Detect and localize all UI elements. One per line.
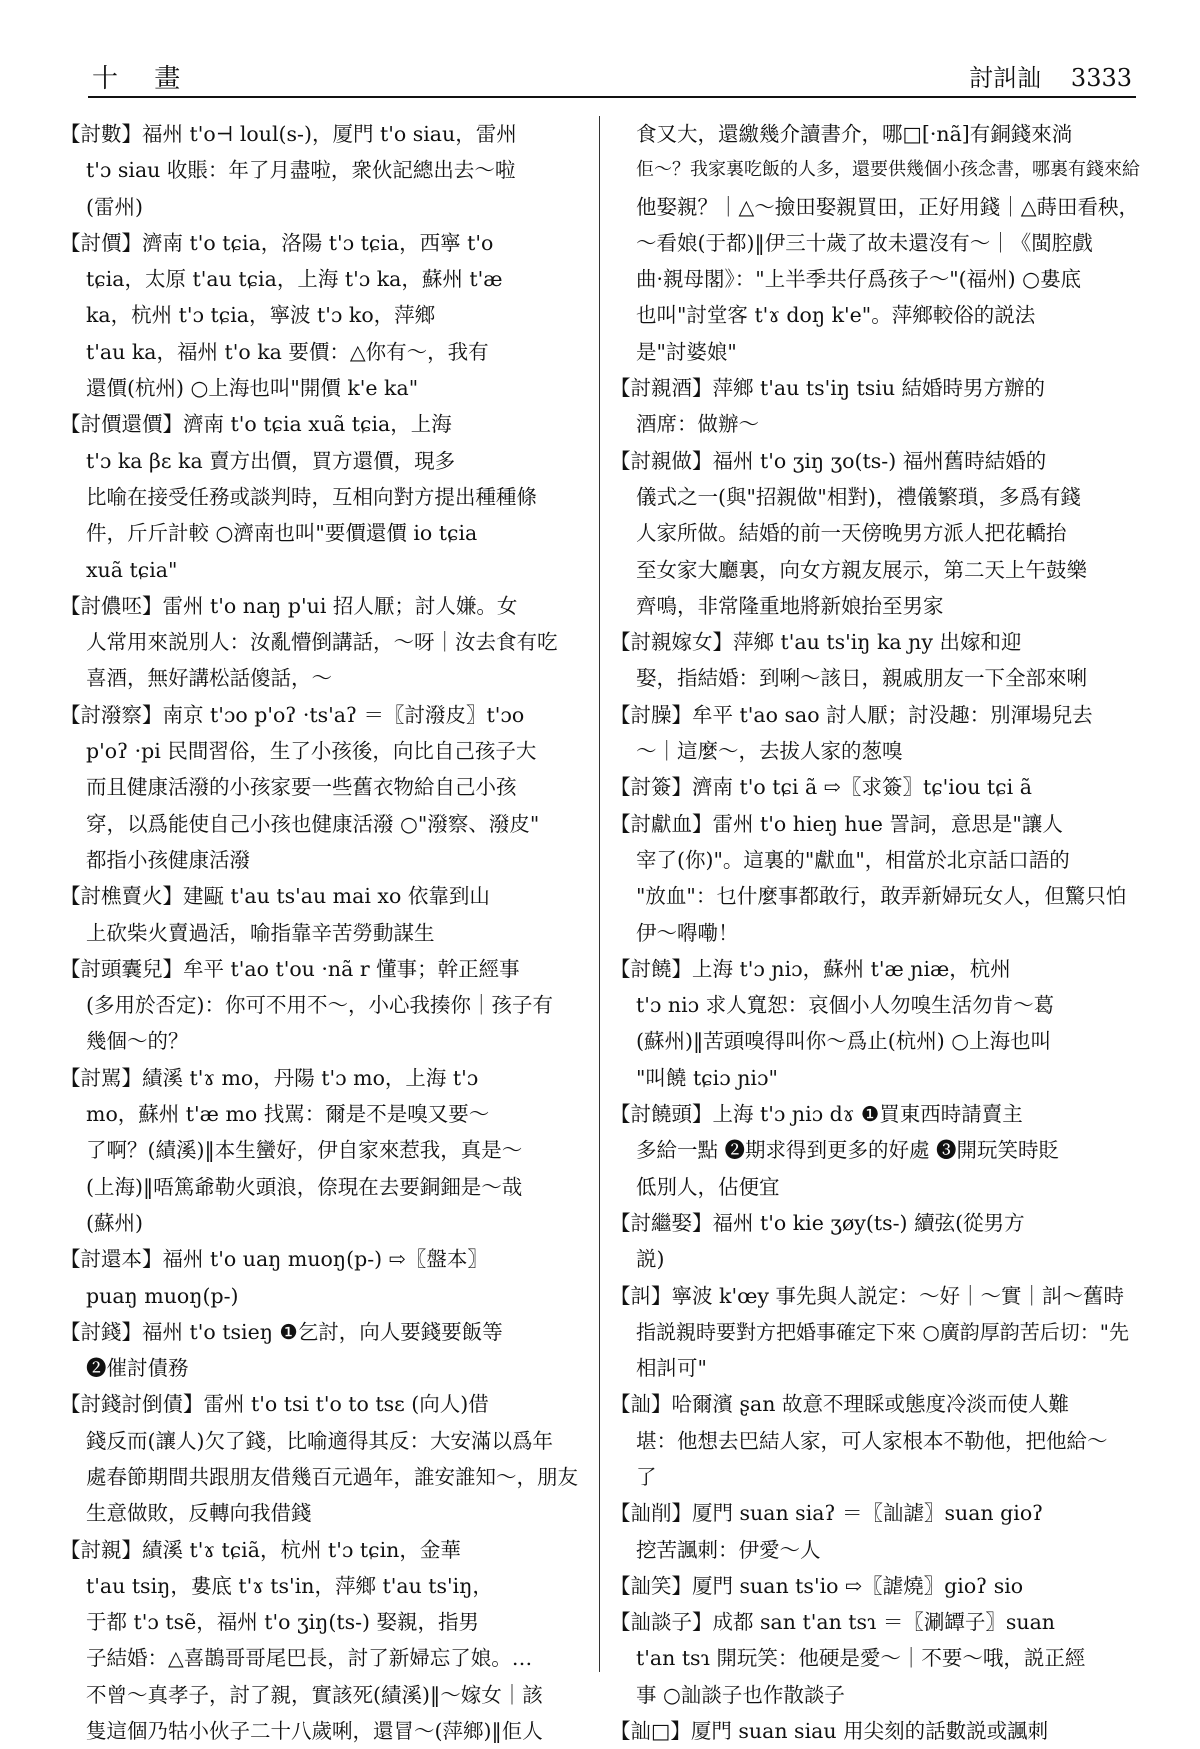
entry-line: 事 ○訕談子也作散談子 bbox=[636, 1682, 845, 1707]
entry-headword-line: 【訕□】厦門 suan siau 用尖刻的話數説或諷刺 bbox=[610, 1719, 1049, 1744]
entry-line: 了 bbox=[636, 1464, 657, 1489]
entry-headword-line: 【討潑察】南京 t'ɔo p'oʔ ·ts'aʔ ＝〖討潑皮〗t'ɔo bbox=[60, 702, 525, 727]
entry-line: 處春節期間共跟朋友借幾百元過年，誰安誰知～，朋友 bbox=[86, 1464, 578, 1489]
entry-line: t'au ka，福州 t'o ka 要價：△你有～，我有 bbox=[86, 339, 489, 364]
entry-headword-line: 【訆】寧波 k'œy 事先與人説定：～好｜～實｜訆～舊時 bbox=[610, 1283, 1124, 1308]
entry-line: 子結婚：△喜鵲哥哥尾巴長，討了新婦忘了娘。… bbox=[86, 1646, 533, 1671]
entry-line: 人常用來説別人：汝亂懵倒講話，～呀｜汝去食有吃 bbox=[86, 630, 558, 655]
entry-line: 指説親時要對方把婚事確定下來 ○廣韵厚韵苦后切："先 bbox=[636, 1319, 1130, 1344]
entry-headword-line: 【討親酒】萍鄉 t'au ts'iŋ tsiu 結婚時男方辦的 bbox=[610, 376, 1046, 401]
entry-line: 人家所做。結婚的前一天傍晚男方派人把花轎抬 bbox=[636, 521, 1067, 546]
entry-line: (蘇州)‖苦頭嗅得叫你～爲止(杭州) ○上海也叫 bbox=[636, 1029, 1052, 1054]
page-number: 3333 bbox=[1070, 64, 1132, 92]
entry-line: 酒席：做辦～ bbox=[636, 412, 759, 437]
entry-line: 生意做敗，反轉向我借錢 bbox=[86, 1501, 312, 1526]
entry-line: "放血"：乜什麼事都敢行，敢弄新婦玩女人，但驚只怕 bbox=[636, 884, 1127, 909]
entry-line: 錢反而(讓人)欠了錢，比喻適得其反：大安滿以爲年 bbox=[86, 1428, 553, 1453]
entry-line: 曲·親母閣》："上半季共仔爲孩子～"(福州) ○婁底 bbox=[636, 267, 1082, 292]
running-header bbox=[969, 58, 1132, 93]
entry-line: 宰了(你)"。這裏的"獻血"，相當於北京話口語的 bbox=[636, 847, 1070, 872]
entry-line: xuã tɕia" bbox=[86, 557, 178, 582]
entry-line: 比喻在接受任務或談判時，互相向對方提出種種條 bbox=[86, 484, 537, 509]
entry-line: 上砍柴火賣過活，喻指靠辛苦勞動謀生 bbox=[86, 920, 435, 945]
entry-line: 喜酒，無好講松話傻話，～ bbox=[86, 666, 332, 691]
page-header bbox=[88, 52, 1136, 96]
entry-line: 幾個～的？ bbox=[86, 1029, 189, 1054]
header-rule bbox=[88, 96, 1136, 98]
entry-headword-line: 【討數】福州 t'o⊣ loul(s-)，厦門 t'o siau，雷州 bbox=[60, 122, 517, 146]
entry-line: 儀式之一(與"招親做"相對)，禮儀繁瑣，多爲有錢 bbox=[636, 484, 1081, 509]
entry-line: puaŋ muoŋ(p-) bbox=[86, 1283, 239, 1308]
entry-line: 了啊？(績溪)‖本生蠻好，伊自家來惹我，真是～ bbox=[86, 1138, 523, 1163]
entry-line: 佢～？我家裏吃飯的人多，還要供幾個小孩念書，哪裏有錢來給 bbox=[636, 159, 1140, 181]
entry-line: 于都 t'ɔ tsẽ，福州 t'o ʒiŋ(ts-) 娶親，指男 bbox=[86, 1610, 480, 1635]
entry-line: 隻這個乃牯小伙子二十八歲唎，還冒～(萍鄉)‖佢人 bbox=[86, 1719, 543, 1744]
entry-line: (上海)‖唔篤爺勒火頭浪，倷現在去要銅鈿是～哉 bbox=[86, 1174, 523, 1199]
entry-line: t'an tsɿ 開玩笑：他硬是愛～｜不要～哦，説正經 bbox=[636, 1646, 1086, 1671]
entry-headword-line: 【討親嫁女】萍鄉 t'au ts'iŋ ka ɲy 出嫁和迎 bbox=[610, 630, 1022, 655]
entry-line: 説) bbox=[636, 1247, 665, 1272]
entry-line: 低別人，佔便宜 bbox=[636, 1174, 780, 1199]
entry-line: 件，斤斤計較 ○濟南也叫"要價還價 io tɕia bbox=[86, 521, 478, 546]
entry-headword-line: 【討還本】福州 t'o uaŋ muoŋ(p-) ⇨〖盤本〗 bbox=[60, 1247, 488, 1272]
right-column bbox=[610, 116, 1140, 1744]
entry-line: ❷催討債務 bbox=[86, 1356, 189, 1381]
entry-headword-line: 【討錢】福州 t'o tsieŋ ❶乞討，向人要錢要飯等 bbox=[60, 1319, 503, 1344]
entry-line: 不曾～真孝子，討了親，實該死(績溪)‖～嫁女｜該 bbox=[86, 1682, 543, 1707]
entry-line: 挖苦諷刺：伊愛～人 bbox=[636, 1537, 821, 1562]
entry-headword-line: 【討繼娶】福州 t'o kie ʒøy(ts-) 續弦(從男方 bbox=[610, 1210, 1025, 1235]
entry-line: 相訆可" bbox=[636, 1356, 707, 1381]
entry-headword-line: 【討儂呸】雷州 t'o naŋ p'ui 招人厭；討人嫌。女 bbox=[60, 593, 518, 618]
entry-line: tɕia，太原 t'au tɕia，上海 t'ɔ ka，蘇州 t'æ bbox=[86, 267, 503, 292]
column-divider bbox=[599, 116, 600, 1672]
entry-line: (蘇州) bbox=[86, 1210, 143, 1235]
entry-line: (多用於否定)：你可不用不～，小心我揍你｜孩子有 bbox=[86, 993, 553, 1018]
section-title: 十 畫 bbox=[92, 64, 195, 94]
entry-line: t'ɔ ka βɛ ka 賣方出價，買方還價，現多 bbox=[86, 448, 456, 473]
entry-headword-line: 【討駡】績溪 t'ɤ mo，丹陽 t'ɔ mo，上海 t'ɔ bbox=[60, 1065, 479, 1090]
entry-headword-line: 【訕】哈爾濱 ʂan 故意不理睬或態度冷淡而使人難 bbox=[610, 1392, 1069, 1417]
entry-line: 至女家大廳裏，向女方親友展示，第二天上午鼓樂 bbox=[636, 557, 1087, 582]
entry-line: 齊鳴，非常隆重地將新娘抬至男家 bbox=[636, 593, 944, 618]
entry-line: ～看娘(于都)‖伊三十歲了故未還沒有～｜《閩腔戲 bbox=[636, 230, 1093, 255]
entry-line: 是"討婆娘" bbox=[636, 339, 737, 364]
entry-headword-line: 【討頭囊兒】牟平 t'ao t'ou ·nã r 懂事；幹正經事 bbox=[60, 956, 520, 981]
left-column bbox=[60, 116, 590, 1744]
entry-line: mo，蘇州 t'æ mo 找駡：爾是不是嗅又要～ bbox=[86, 1102, 490, 1127]
entry-headword-line: 【討饒】上海 t'ɔ ɲiɔ，蘇州 t'æ ɲiæ，杭州 bbox=[610, 956, 1011, 981]
entry-line: 食又大，還繳幾介讀書介，哪□[·nã]有銅錢來淌 bbox=[636, 122, 1073, 146]
entry-headword-line: 【討價】濟南 t'o tɕia，洛陽 t'ɔ tɕia，西寧 t'o bbox=[60, 230, 494, 255]
entry-headword-line: 【討簽】濟南 t'o tɕi ã ⇨〖求簽〗tɕ'iou tɕi ã bbox=[610, 775, 1032, 800]
entry-headword-line: 【討錢討倒債】雷州 t'o tsi t'o to tsɛ (向人)借 bbox=[60, 1392, 489, 1417]
entry-line: 都指小孩健康活潑 bbox=[86, 847, 250, 872]
entry-headword-line: 【討價還價】濟南 t'o tɕia xuã tɕia，上海 bbox=[60, 412, 452, 437]
entry-line: "叫饒 tɕiɔ ɲiɔ" bbox=[636, 1065, 778, 1090]
entry-headword-line: 【討獻血】雷州 t'o hieŋ hue 詈詞，意思是"讓人 bbox=[610, 811, 1063, 836]
entry-line: 多給一點 ❷期求得到更多的好處 ❸開玩笑時貶 bbox=[636, 1138, 1060, 1163]
entry-headword-line: 【討親】績溪 t'ɤ tɕiã，杭州 t'ɔ tɕin，金華 bbox=[60, 1537, 461, 1562]
entry-line: 娶，指結婚：到唎～該日，親戚朋友一下全部來唎 bbox=[636, 666, 1087, 691]
entry-line: 而且健康活潑的小孩家要一些舊衣物給自己小孩 bbox=[86, 775, 517, 800]
entry-line: 他娶親？｜△～撿田娶親買田，正好用錢｜△蒔田看秧， bbox=[636, 194, 1140, 219]
entry-line: t'ɔ siau 收賬：年了月盡啦，衆伙記總出去～啦 bbox=[86, 158, 516, 183]
entry-line: t'au tsiŋ，婁底 t'ɤ ts'in，萍鄉 t'au ts'iŋ， bbox=[86, 1573, 493, 1598]
entry-headword-line: 【討臊】牟平 t'ao sao 討人厭；討没趣：別渾場兒去 bbox=[610, 702, 1093, 727]
entry-line: 堪：他想去巴結人家，可人家根本不勒他，把他給～ bbox=[636, 1428, 1108, 1453]
entry-line: 也叫"討堂客 t'ɤ doŋ k'e"。萍鄉較俗的説法 bbox=[636, 303, 1036, 328]
entry-line: p'oʔ ·pi 民間習俗，生了小孩後，向比自己孩子大 bbox=[86, 739, 537, 764]
entry-headword-line: 【訕削】厦門 suan siaʔ ＝〖訕謔〗suan gioʔ bbox=[610, 1501, 1044, 1526]
entry-line: ka，杭州 t'ɔ tɕia，寧波 t'ɔ ko，萍鄉 bbox=[86, 303, 436, 328]
entry-headword-line: 【訕談子】成都 san t'an tsɿ ＝〖涮罈子〗suan bbox=[610, 1610, 1055, 1635]
entry-line: t'ɔ niɔ 求人寬恕：哀個小人勿嗅生活勿肯～葛 bbox=[636, 993, 1055, 1018]
entry-headword-line: 【討樵賣火】建甌 t'au ts'au mai xo 依靠到山 bbox=[60, 884, 490, 909]
entry-line: 還價(杭州) ○上海也叫"開價 k'e ka" bbox=[86, 376, 419, 401]
entry-line: ～｜這麼～，去拔人家的葱嗅 bbox=[636, 739, 903, 764]
entry-line: 伊～嘚嘞！ bbox=[636, 920, 739, 945]
entry-headword-line: 【討饒頭】上海 t'ɔ ɲiɔ dɤ ❶買東西時請賣主 bbox=[610, 1102, 1023, 1127]
entry-line: (雷州) bbox=[86, 194, 143, 219]
entry-headword-line: 【訕笑】厦門 suan ts'io ⇨〖謔燒〗gioʔ sio bbox=[610, 1573, 1024, 1598]
entry-headword-line: 【討親做】福州 t'o ʒiŋ ʒo(ts-) 福州舊時結婚的 bbox=[610, 448, 1047, 473]
entry-line: 穿，以爲能使自己小孩也健康活潑 ○"潑察、潑皮" bbox=[86, 811, 540, 836]
guide-words: 討訆訕 bbox=[969, 64, 1042, 92]
